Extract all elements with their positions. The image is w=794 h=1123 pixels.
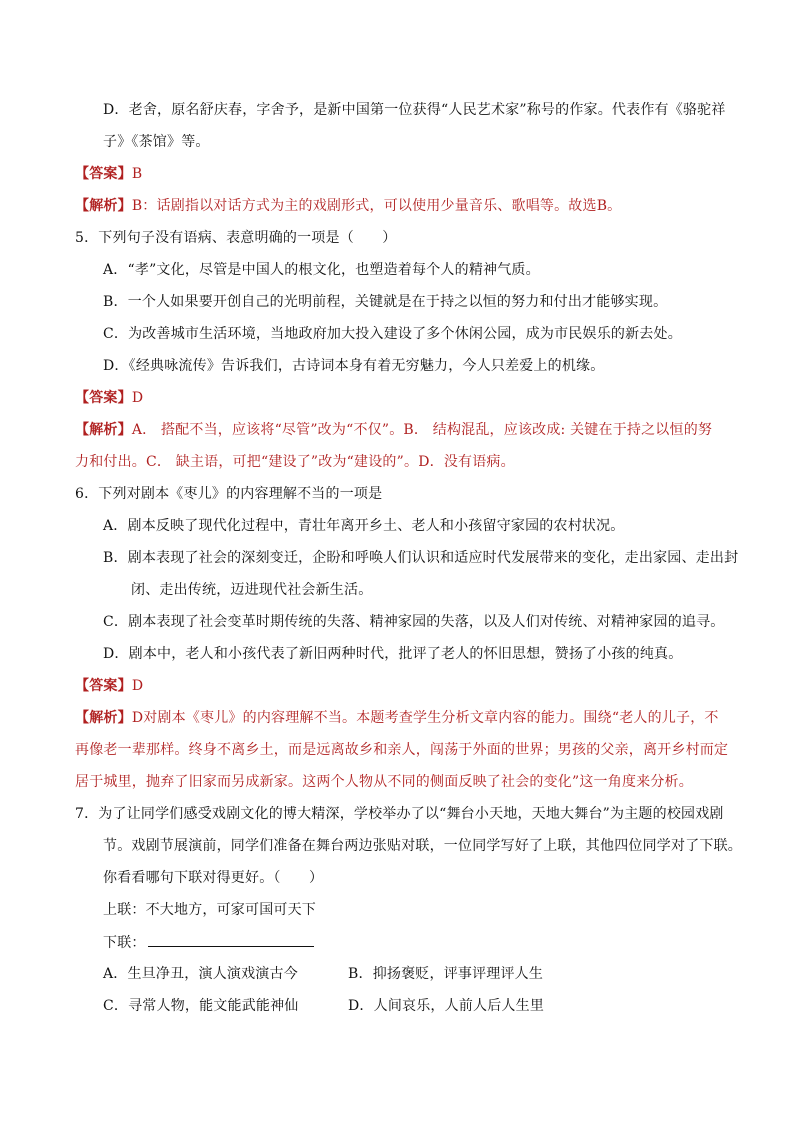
- analysis-text: B：话剧指以对话方式为主的戏剧形式，可以使用少量音乐、歌唱等。故选B。: [131, 198, 622, 214]
- lower-couplet-label: 下联：: [103, 935, 146, 951]
- q7-stem-line1: 7．为了让同学们感受戏剧文化的博大精深，学校举办了以“舞台小天地，天地大舞台”为主题的校园戏剧: [75, 806, 724, 822]
- q6-stem: 6．下列对剧本《枣儿》的内容理解不当的一项是: [75, 486, 383, 502]
- q6-analysis-line2: 再像老一辈那样。终身不离乡土，而是远离故乡和亲人，闯荡于外面的世界；男孩的父亲，离开乡村而定: [75, 742, 729, 758]
- q4-option-d-line1: D．老舍，原名舒庆春，字舍予，是新中国第一位获得“人民艺术家”称号的作家。代表作有《骆驼祥: [103, 102, 726, 118]
- analysis-tag: 【解析】: [75, 422, 132, 438]
- q5-option-b: B．一个人如果要开创自己的光明前程，关键就是在于持之以恒的努力和付出才能够实现。: [103, 294, 668, 310]
- q5-option-c: C．为改善城市生活环境，当地政府加大投入建设了多个休闲公园，成为市民娱乐的新去处。: [103, 326, 682, 342]
- q5-analysis-line2: 力和付出。C． 缺主语，可把“建设了”改为“建设的”。D．没有语病。: [75, 454, 515, 470]
- answer-value: D: [131, 390, 144, 406]
- answer-tag: 【答案】: [75, 678, 132, 694]
- q7-stem-line2: 节。戏剧节展演前，同学们准备在舞台两边张贴对联，一位同学写好了上联，其他四位同学对了下联。: [103, 838, 742, 854]
- q6-option-d: D．剧本中，老人和小孩代表了新旧两种时代，批评了老人的怀旧思想，赞扬了小孩的纯真。: [103, 646, 683, 662]
- analysis-tag: 【解析】: [75, 710, 132, 726]
- q5-stem: 5．下列句子没有语病、表意明确的一项是（ ）: [75, 230, 397, 246]
- answer-tag: 【答案】: [75, 166, 132, 182]
- answer-tag: 【答案】: [75, 390, 132, 406]
- q6-option-b-line1: B．剧本表现了社会的深刻变迁，企盼和呼唤人们认识和适应时代发展带来的变化，走出家园、走出封: [103, 550, 739, 566]
- q7-upper-couplet: 上联：不大地方，可家可国可天下: [103, 902, 316, 918]
- q7-option-b: B．抑扬褒贬，评事评理评人生: [348, 966, 544, 982]
- q7-option-c: C．寻常人物，能文能武能神仙: [103, 998, 299, 1014]
- analysis-text: A． 搭配不当，应该将“尽管”改为“不仅”。B． 结构混乱，应该改成: 关键在于持之以恒的努: [131, 422, 713, 438]
- q5-analysis-line1: [75, 420, 712, 440]
- q6-option-b-line2: 闭、走出传统，迈进现代社会新生活。: [131, 582, 373, 598]
- answer-value: B: [131, 166, 143, 182]
- q5-answer: [75, 388, 143, 408]
- q6-analysis-line1: [75, 708, 719, 728]
- analysis-text: D对剧本《枣儿》的内容理解不当。本题考查学生分析文章内容的能力。围绕“老人的儿子，不: [131, 710, 719, 726]
- q7-stem-line3: 你看看哪句下联对得更好。（ ）: [103, 870, 324, 886]
- q4-analysis: [75, 196, 621, 216]
- q4-answer: [75, 164, 142, 184]
- q5-option-d: D．《经典咏流传》告诉我们，古诗词本身有着无穷魅力，今人只差爱上的机缘。: [103, 358, 605, 374]
- q5-option-a: A．“孝”文化，尽管是中国人的根文化，也塑造着每个人的精神气质。: [103, 262, 540, 278]
- answer-value: D: [131, 678, 144, 694]
- q7-option-d: D．人间哀乐，人前人后人生里: [348, 998, 545, 1014]
- q6-option-a: A．剧本反映了现代化过程中，青壮年离开乡土、老人和小孩留守家园的农村状况。: [103, 518, 625, 534]
- q6-analysis-line3: 居于城里，抛弃了旧家而另成新家。这两个人物从不同的侧面反映了社会的变化”这一角度来分析。: [75, 774, 693, 790]
- analysis-tag: 【解析】: [75, 198, 132, 214]
- q6-answer: [75, 676, 143, 696]
- q6-option-c: C．剧本表现了社会变革时期传统的失落、精神家园的失落，以及人们对传统、对精神家园的追寻。: [103, 614, 725, 630]
- q7-lower-couplet: [103, 932, 314, 953]
- q7-option-a: A．生旦净丑，演人演戏演古今: [103, 966, 298, 982]
- q4-option-d-line2: 子》《茶馆》等。: [103, 134, 210, 150]
- answer-blank[interactable]: [148, 932, 314, 947]
